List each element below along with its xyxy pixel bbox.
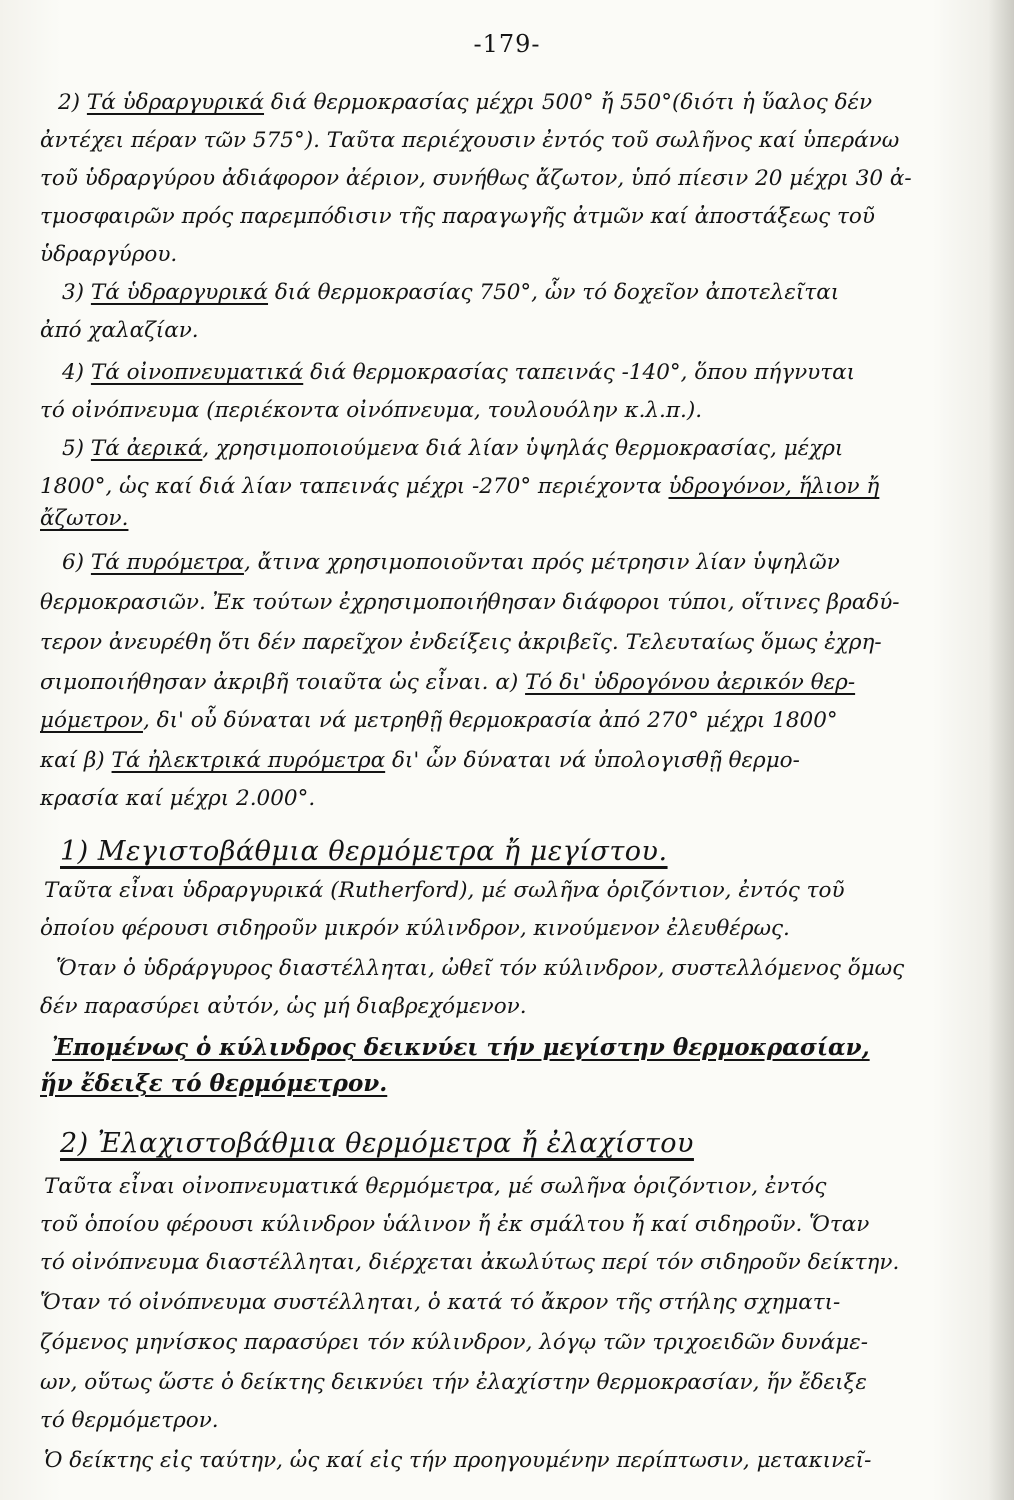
text-line: θερμοκρασιῶν. Ἐκ τούτων ἐχρησιμοποιήθησαν διάφοροι τύποι, οἵτινες βραδύ- <box>40 590 900 615</box>
text-line: τό θερμόμετρον. <box>40 1408 219 1433</box>
text-line: 3) Τά ὑδραργυρικά διά θερμοκρασίας 750°, ὧν τό δοχεῖον ἀποτελεῖται <box>62 280 840 305</box>
text-line: ἥν ἔδειξε τό θερμόμετρον. <box>40 1070 388 1097</box>
text-line: Ἐπομένως ὁ κύλινδρος δεικνύει τήν μεγίστην θερμοκρασίαν, <box>52 1034 870 1061</box>
text-line: Ὅταν ὁ ὑδράργυρος διαστέλληται, ὠθεῖ τόν κύλινδρον, συστελλόμενος ὅμως <box>56 956 905 981</box>
text-line: Ταῦτα εἶναι ὑδραργυρικά (Rutherford), μέ σωλῆνα ὁριζόντιον, ἐντός τοῦ <box>44 878 845 903</box>
text-line: 2) Τά ὑδραργυρικά διά θερμοκρασίας μέχρι 500° ἤ 550°(διότι ἡ ὕαλος δέν <box>58 90 873 115</box>
text-line: 4) Τά οἰνοπνευματικά διά θερμοκρασίας ταπεινάς -140°, ὅπου πήγνυται <box>62 360 856 385</box>
section-heading-maximum-thermometers: 1) Μεγιστοβάθμια θερμόμετρα ἤ μεγίστου. <box>60 836 668 867</box>
text-line: 5) Τά ἀερικά, χρησιμοποιούμενα διά λίαν ὑψηλάς θερμοκρασίας, μέχρι <box>62 436 844 461</box>
text-line: τό οἰνόπνευμα διαστέλληται, διέρχεται ἀκωλύτως περί τόν σιδηροῦν δείκτην. <box>40 1250 900 1275</box>
section-heading-minimum-thermometers: 2) Ἐλαχιστοβάθμια θερμόμετρα ἤ ἐλαχίστου <box>60 1128 694 1159</box>
text-line: Ὁ δείκτης εἰς ταύτην, ὡς καί εἰς τήν προηγουμένην περίπτωσιν, μετακινεῖ- <box>44 1448 872 1473</box>
text-line: τό οἰνόπνευμα (περιέκοντα οἰνόπνευμα, τουλουόλην κ.λ.π.). <box>40 398 703 423</box>
text-line: μόμετρον, δι' οὗ δύναται νά μετρηθῇ θερμοκρασία ἀπό 270° μέχρι 1800° <box>40 708 838 733</box>
text-line: ἀπό χαλαζίαν. <box>40 318 199 343</box>
text-line: σιμοποιήθησαν ἀκριβῆ τοιαῦτα ὡς εἶναι. α) Τό δι' ὑδρογόνου ἀερικόν θερ- <box>40 670 856 695</box>
text-line: δέν παρασύρει αὐτόν, ὡς μή διαβρεχόμενον. <box>40 994 527 1019</box>
text-line: τμοσφαιρῶν πρός παρεμπόδισιν τῆς παραγωγῆς ἀτμῶν καί ἀποστάξεως τοῦ <box>40 204 875 229</box>
text-line: ἀντέχει πέραν τῶν 575°). Ταῦτα περιέχουσιν ἐντός τοῦ σωλῆνος καί ὑπεράνω <box>40 128 900 153</box>
text-line: Ὅταν τό οἰνόπνευμα συστέλληται, ὁ κατά τό ἄκρον τῆς στήλης σχηματι- <box>40 1290 841 1315</box>
text-line: τοῦ ὑδραργύρου ἀδιάφορον ἀέριον, συνήθως ἄζωτον, ὑπό πίεσιν 20 μέχρι 30 ἀ- <box>40 166 912 191</box>
text-line: ων, οὕτως ὥστε ὁ δείκτης δεικνύει τήν ἐλαχίστην θερμοκρασίαν, ἥν ἔδειξε <box>40 1370 867 1395</box>
text-line: ζόμενος μηνίσκος παρασύρει τόν κύλινδρον, λόγῳ τῶν τριχοειδῶν δυνάμε- <box>40 1330 869 1355</box>
text-line: ἄζωτον. <box>40 506 129 531</box>
text-line: τερον ἀνευρέθη ὅτι δέν παρεῖχον ἐνδείξεις ἀκριβεῖς. Τελευταίως ὅμως ἐχρη- <box>40 630 882 655</box>
text-line: 1800°, ὡς καί διά λίαν ταπεινάς μέχρι -270° περιέχοντα ὑδρογόνον, ἥλιον ἤ <box>40 474 880 499</box>
text-line: Ταῦτα εἶναι οἰνοπνευματικά θερμόμετρα, μέ σωλῆνα ὁριζόντιον, ἐντός <box>44 1174 827 1199</box>
text-line: καί β) Τά ἠλεκτρικά πυρόμετρα δι' ὧν δύναται νά ὑπολογισθῇ θερμο- <box>40 748 800 773</box>
text-line: ὁποίου φέρουσι σιδηροῦν μικρόν κύλινδρον, κινούμενον ἐλευθέρως. <box>40 916 790 941</box>
page-number: -179- <box>473 30 541 58</box>
text-line: τοῦ ὁποίου φέρουσι κύλινδρον ὑάλινον ἤ ἐκ σμάλτου ἤ καί σιδηροῦν. Ὅταν <box>40 1212 870 1237</box>
text-line: ὑδραργύρου. <box>40 242 178 267</box>
book-spine-shadow <box>988 0 1014 1500</box>
text-line: κρασία καί μέχρι 2.000°. <box>40 786 316 811</box>
text-line: 6) Τά πυρόμετρα, ἄτινα χρησιμοποιοῦνται πρός μέτρησιν λίαν ὑψηλῶν <box>62 550 840 575</box>
